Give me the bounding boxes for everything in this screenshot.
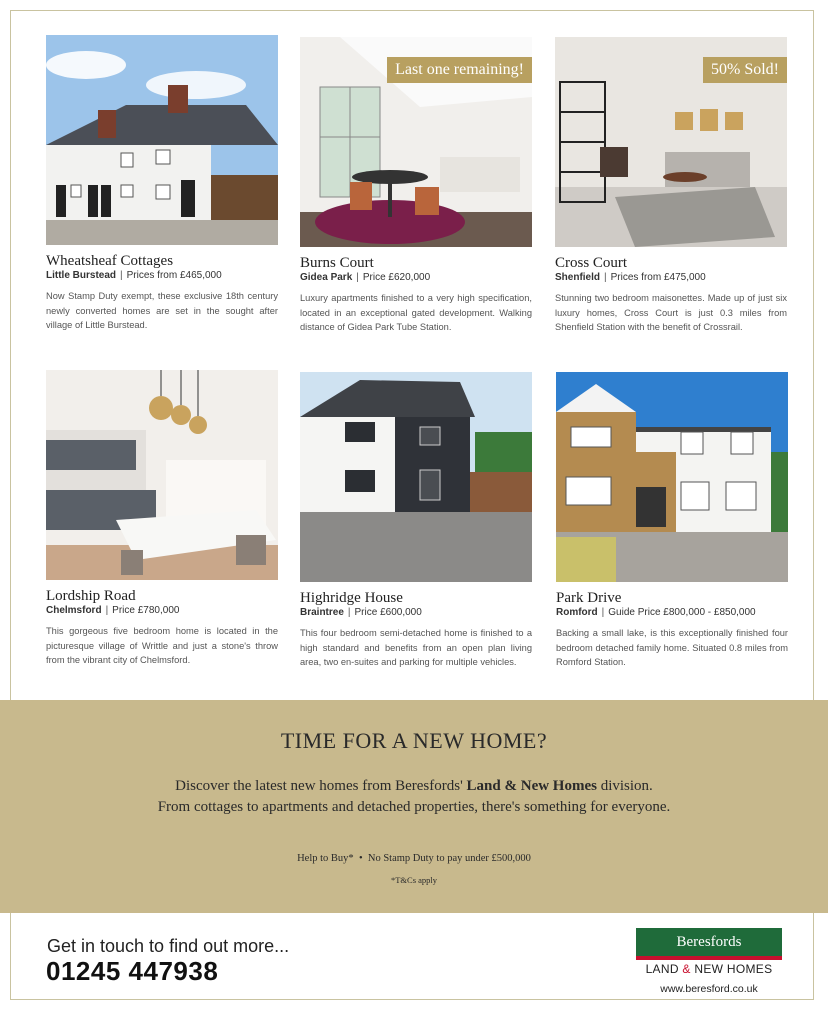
property-description: This gorgeous five bedroom home is located in the picturesque village of Writtle and just a stone's throw from the vibrant city of Chelmsford. [46, 626, 278, 665]
property-title[interactable]: Burns Court [300, 255, 374, 271]
property-card-wheatsheaf[interactable] [46, 35, 278, 333]
promo-banner [0, 700, 828, 913]
property-card-cross-court[interactable] [555, 37, 787, 335]
property-photo[interactable] [300, 372, 532, 582]
banner-division-name: Land & New Homes [466, 778, 597, 794]
property-title[interactable]: Park Drive [556, 590, 622, 606]
banner-perks [0, 853, 828, 864]
property-title[interactable]: Cross Court [555, 255, 628, 271]
property-card-park-drive[interactable] [556, 372, 788, 670]
property-location: Braintree [300, 607, 344, 618]
property-card-lordship-road[interactable] [46, 370, 278, 668]
perk-help-to-buy: Help to Buy* [297, 853, 354, 864]
property-description: Backing a small lake, is this exceptionally finished four bedroom detached family home. Situated 0.8 miles from Romford Station. [556, 628, 788, 667]
property-card-burns-court[interactable] [300, 37, 532, 335]
banner-body [0, 776, 828, 818]
property-price: Price £600,000 [354, 607, 422, 618]
property-meta: Gidea Park | Price £620,000 [300, 272, 431, 283]
property-location: Romford [556, 607, 598, 618]
banner-line-1-suffix: division. [596, 778, 653, 794]
property-title[interactable]: Wheatsheaf Cottages [46, 253, 174, 269]
contact-cta: Get in touch to find out more... [47, 936, 290, 956]
brand-ampersand: & [682, 962, 691, 976]
property-price: Price £780,000 [112, 605, 180, 616]
property-meta: Little Burstead | Prices from £465,000 [46, 270, 222, 281]
property-location: Little Burstead [46, 270, 117, 281]
brand-division-right: NEW HOMES [690, 962, 773, 976]
banner-headline: TIME FOR A NEW HOME? [280, 728, 548, 753]
brand-division-left: LAND [645, 962, 683, 976]
terms-note: *T&Cs apply [390, 875, 438, 885]
status-badge: Last one remaining! [387, 57, 532, 83]
website-link[interactable]: www.beresford.co.uk [660, 983, 758, 995]
property-meta: Braintree | Price £600,000 [300, 607, 422, 618]
property-photo[interactable] [46, 35, 278, 245]
property-price: Price £620,000 [362, 272, 431, 283]
property-description: Now Stamp Duty exempt, these exclusive 18th century newly converted homes are set in the sought after village of Little Burstead. [46, 291, 278, 330]
property-title[interactable]: Highridge House [300, 590, 403, 606]
property-price: Prices from £475,000 [610, 272, 706, 283]
perk-stamp-duty: No Stamp Duty to pay under £500,000 [367, 853, 531, 864]
brand-division [636, 962, 782, 976]
perk-separator: • [358, 853, 363, 864]
banner-line-2: From cottages to apartments and detached properties, there's something for everyone. [157, 799, 671, 815]
phone-number[interactable]: 01245 447938 [46, 956, 219, 986]
property-meta: Shenfield | Prices from £475,000 [555, 272, 706, 283]
property-photo[interactable] [556, 372, 788, 582]
property-location: Chelmsford [46, 605, 102, 616]
status-badge: 50% Sold! [703, 57, 787, 83]
property-location: Shenfield [555, 272, 601, 283]
property-description: Stunning two bedroom maisonettes. Made up of just six luxury homes, Cross Court is just 0.3 miles from Shenfield Station with the benefit of Crossrail. [555, 293, 787, 332]
property-photo[interactable] [46, 370, 278, 580]
property-price: Prices from £465,000 [126, 270, 222, 281]
property-title[interactable]: Lordship Road [46, 588, 136, 604]
property-photo[interactable] [555, 37, 787, 247]
property-meta: Chelmsford | Price £780,000 [46, 605, 180, 616]
property-description: This four bedroom semi-detached home is finished to a high standard and benefits from an open plan living area, two en-suites and parking for multiple vehicles. [300, 628, 532, 667]
property-meta: Romford | Guide Price £800,000 - £850,000 [556, 607, 756, 618]
banner-line-1 [0, 776, 828, 797]
banner-line-1-prefix: Discover the latest new homes from Beresfords' [175, 778, 467, 794]
property-description: Luxury apartments finished to a very high specification, located in an exceptional gated development. Walking distance of Gidea Park Tube Station. [300, 293, 532, 332]
brand-logo: Beresfords [636, 928, 782, 960]
property-price: Guide Price £800,000 - £850,000 [608, 607, 756, 618]
property-location: Gidea Park [300, 272, 353, 283]
property-photo[interactable] [300, 37, 532, 247]
property-card-highridge-house[interactable] [300, 372, 532, 670]
